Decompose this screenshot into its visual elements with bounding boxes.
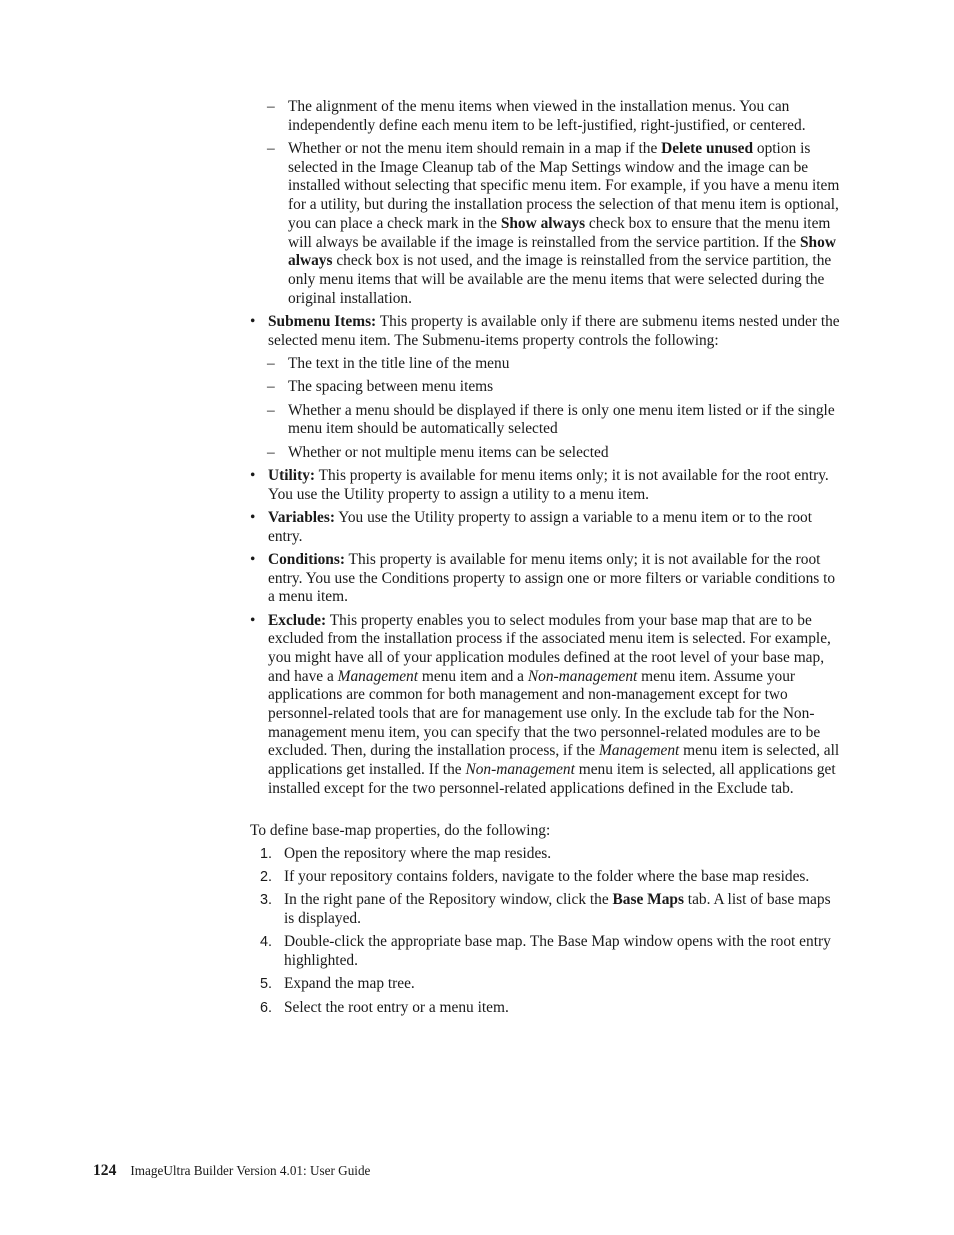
step-text: Double-click the appropriate base map. The Base Map window opens with the root entry highlighted. [284, 933, 831, 970]
dash-text: Whether or not the menu item should remain in a map if the Delete unused option is selected in the Image Cleanup tab of the Map Settings window and the image can be installed without selecting that specific menu item. For example, if you have a menu item for a utility, but during the installation process the selection of that menu item is optional, you can place a check mark in the Show always check box to ensure that the menu item will always be available if the image is reinstalled from the service partition. If the Show always check box is not used, and the image is reinstalled from the service partition, the only menu items that will be available are the menu items that were selected during the original installation. [288, 140, 840, 307]
step-4 [250, 933, 842, 970]
bullet-marker: • [250, 611, 256, 629]
step-number: 1. [260, 845, 273, 862]
dash-text: Whether a menu should be displayed if there is only one menu item listed or if the single menu item should be automatically selected [288, 401, 835, 438]
dash-marker: – [267, 98, 275, 115]
dash-item-alignment [250, 98, 842, 135]
bullet-text: Submenu Items: This property is available only if there are submenu items nested under the selected menu item. The Submenu-items property controls the following: [268, 312, 840, 349]
step-number: 3. [260, 892, 273, 909]
step-5 [250, 975, 842, 994]
bullet-marker: • [250, 312, 256, 330]
bullet-text: Conditions: This property is available for menu items only; it is not available for the root entry. You use the Conditions property to assign one or more filters or variable conditions to a menu item. [268, 550, 836, 606]
step-2 [250, 868, 842, 887]
step-1 [250, 845, 842, 864]
bullet-text: Variables: You use the Utility property to assign a variable to a menu item or to the root entry. [268, 508, 813, 545]
step-number: 5. [260, 976, 273, 993]
bullet-marker: • [250, 550, 256, 568]
bullet-marker: • [250, 508, 256, 526]
bullet-marker: • [250, 466, 256, 484]
main-content [250, 98, 842, 1022]
step-3 [250, 891, 842, 928]
step-text: Select the root entry or a menu item. [284, 998, 509, 1016]
bullet-text: Utility: This property is available for menu items only; it is not available for the root entry. You use the Utility property to assign a utility to a menu item. [268, 466, 829, 503]
bullet-exclude [250, 612, 842, 799]
dash-marker: – [267, 401, 275, 419]
footer-title: ImageUltra Builder Version 4.01: User Guide [130, 1163, 371, 1178]
step-text: If your repository contains folders, navigate to the folder where the base map resides. [284, 868, 810, 886]
step-text: Expand the map tree. [284, 975, 415, 993]
dash-text: Whether or not multiple menu items can be selected [288, 443, 609, 461]
dash-text: The text in the title line of the menu [288, 354, 510, 372]
step-number: 6. [260, 999, 273, 1016]
step-6 [250, 999, 842, 1018]
dash-text: The alignment of the menu items when viewed in the installation menus. You can independently define each menu item to be left-justified, right-justified, or centered. [288, 98, 806, 134]
dash-marker: – [267, 378, 275, 396]
bullet-submenu-items [250, 313, 842, 350]
bullet-utility [250, 467, 842, 504]
dash-item-title-line [250, 355, 842, 374]
step-text: In the right pane of the Repository window, click the Base Maps tab. A list of base maps is displayed. [284, 891, 831, 928]
dash-item-spacing [250, 378, 842, 397]
page-footer [93, 1162, 370, 1180]
dash-item-delete-unused [250, 140, 842, 308]
dash-marker: – [267, 140, 275, 157]
bullet-variables [250, 509, 842, 546]
dash-marker: – [267, 443, 275, 461]
bullet-conditions [250, 551, 842, 607]
bullet-text: Exclude: This property enables you to select modules from your base map that are to be excluded from the installation process if the associated menu item is selected. For example, you might have all of your application modules defined at the root level of your base map, and have a Management menu item and a Non-management menu item. Assume your applications are common for both management and non-management except for two personnel-related tools that are for management use only. In the exclude tab for the Non-management menu item, you can specify that the two personnel-related modules are to be excluded. Then, during the installation process, if the Management menu item is selected, all applications get installed. If the Non-management menu item is selected, all applications get installed except for the two personnel-related applications defined in the Exclude tab. [268, 611, 840, 797]
page-number: 124 [93, 1162, 117, 1179]
dash-marker: – [267, 354, 275, 372]
step-number: 2. [260, 869, 273, 886]
procedure-lead: To define base-map properties, do the following: [250, 821, 551, 839]
dash-item-multiple-select [250, 444, 842, 463]
dash-text: The spacing between menu items [288, 378, 494, 396]
dash-item-single-menu [250, 402, 842, 439]
step-text: Open the repository where the map resides. [284, 844, 552, 862]
step-number: 4. [260, 934, 273, 951]
